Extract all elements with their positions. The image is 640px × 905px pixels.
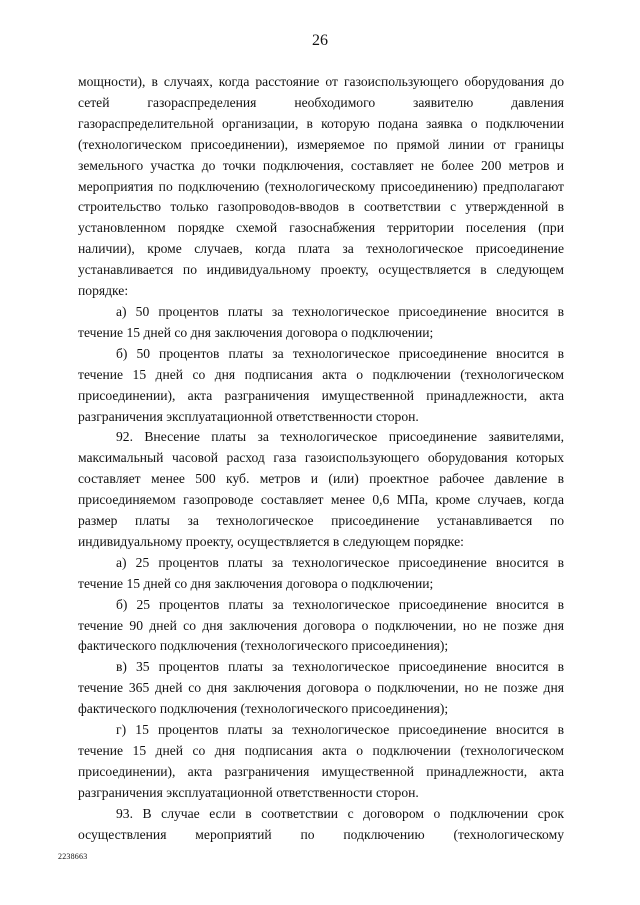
paragraph-92-item-b: б) 25 процентов платы за технологическое присоединение вносится в течение 90 дней со дня заключения договора о подключении, но не позже дня фактического подключения (технологического присоединения); — [78, 596, 564, 654]
paragraph-continuation: мощности), в случаях, когда расстояние от газоиспользующего оборудования до сетей газораспределения необходимого заявителю давления газораспределительной организации, в которую подана заявка о подключении (технологическом присоединении), измеряемое по прямой линии от границы земельного участка до точки подключения, составляет не более 200 метров и мероприятия по подключению (технологическому присоединению) предполагают строительство только газопроводов-вводов в соответствии с утвержденной в установленном порядке схемой газоснабжения территории поселения (при наличии), кроме случаев, когда плата за технологическое присоединение устанавливается по индивидуальному проекту, осуществляется в следующем порядке: — [78, 74, 564, 299]
paragraph-92: 92. Внесение платы за технологическое присоединение заявителями, максимальный часовой расход газа газоиспользующего оборудования которых составляет менее 500 куб. метров и (или) проектное рабочее давление в присоединяемом газопроводе составляет менее 0,6 МПа, кроме случаев, когда размер платы за технологическое присоединение устанавливается по индивидуальному проекту, осуществляется в следующем порядке: — [78, 429, 564, 549]
paragraph-93: 93. В случае если в соответствии с договором о подключении срок осуществления мероприятий по подключению (технологическому — [78, 805, 564, 842]
document-body — [78, 72, 564, 846]
paragraph-item-b: б) 50 процентов платы за технологическое присоединение вносится в течение 15 дней со дня подписания акта о подключении (технологическом присоединении), акта разграничения имущественной принадлежности, акта разграничения эксплуатационной ответственности сторон. — [78, 345, 564, 424]
paragraph-92-item-g: г) 15 процентов платы за технологическое присоединение вносится в течение 15 дней со дня подписания акта о подключении (технологическом присоединении), акта разграничения имущественной принадлежности, акта разграничения эксплуатационной ответственности сторон. — [78, 722, 564, 800]
paragraph-item-a: а) 50 процентов платы за технологическое присоединение вносится в течение 15 дней со дня заключения договора о подключении; — [78, 303, 564, 340]
page-number: 26 — [312, 32, 328, 49]
paragraph-92-item-a: а) 25 процентов платы за технологическое присоединение вносится в течение 15 дней со дня заключения договора о подключении; — [78, 554, 564, 591]
document-code: 2238663 — [58, 852, 88, 861]
paragraph-92-item-v: в) 35 процентов платы за технологическое присоединение вносится в течение 365 дней со дня заключения договора о подключении, но не позже дня фактического подключения (технологического присоединения); — [78, 659, 564, 717]
